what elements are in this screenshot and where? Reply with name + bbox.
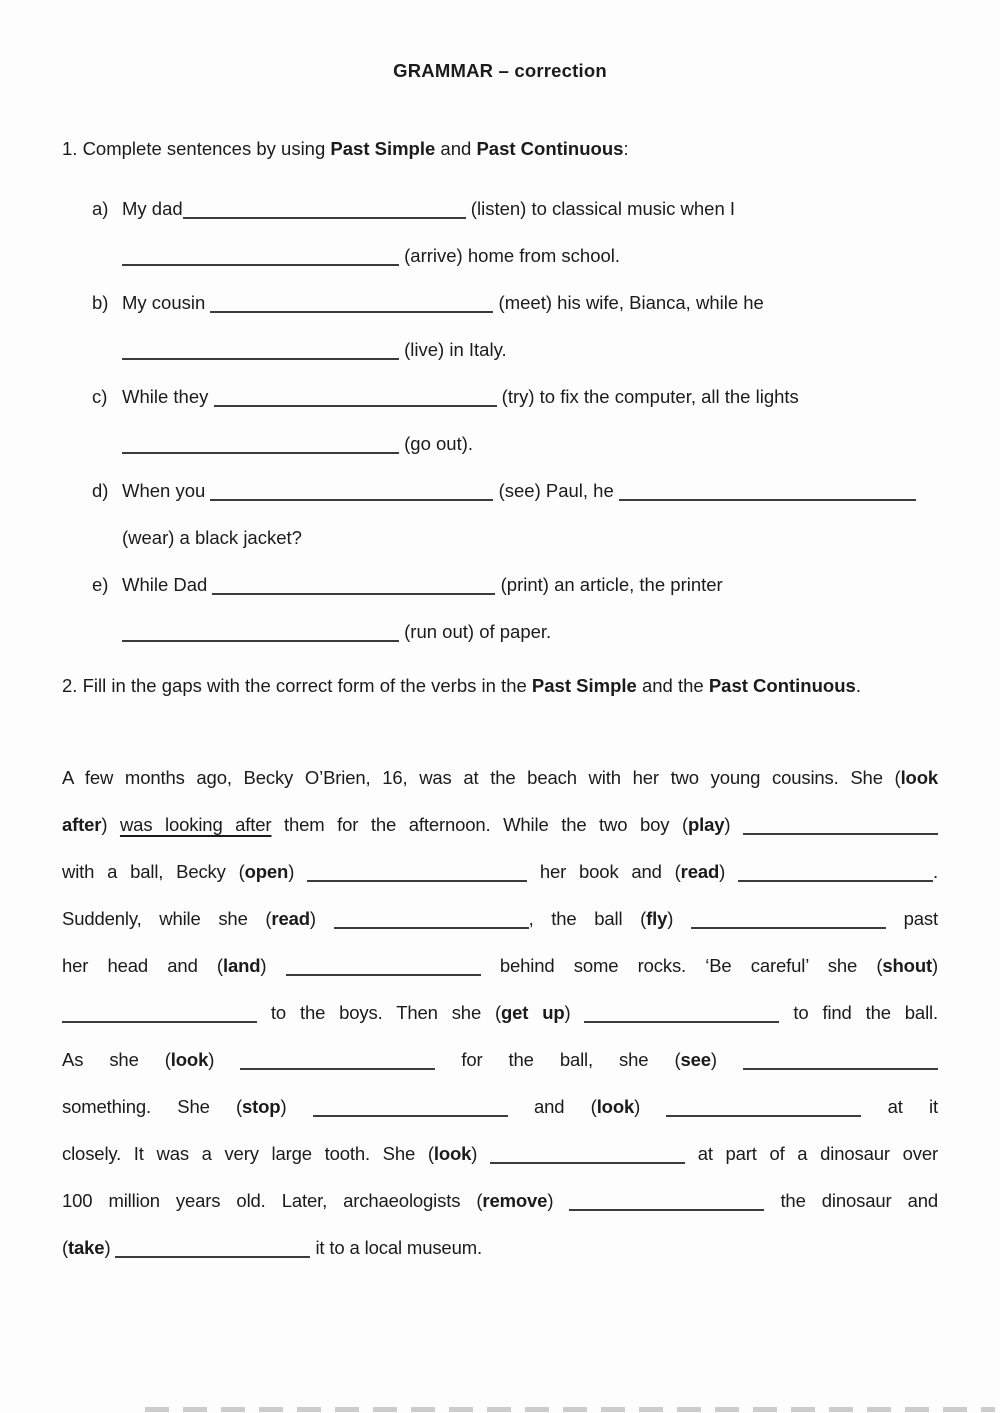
verb-cue: see <box>680 1049 711 1070</box>
paragraph-line <box>62 754 938 801</box>
verb-cue: remove <box>482 1190 548 1211</box>
verb-cue: Past Simple <box>531 675 637 696</box>
text-run: : <box>623 138 629 159</box>
sentence-line <box>122 608 938 655</box>
paragraph-line <box>62 989 938 1036</box>
example-answer: was looking after <box>119 814 272 835</box>
answer-blank[interactable] <box>334 909 529 929</box>
exercise1-item <box>62 561 938 655</box>
paragraph-line <box>62 1036 938 1083</box>
item-label: d) <box>92 480 109 501</box>
answer-blank[interactable] <box>313 1097 508 1117</box>
answer-blank[interactable] <box>286 956 481 976</box>
answer-blank[interactable] <box>666 1097 861 1117</box>
text-run: . <box>855 675 861 696</box>
text-run: ) <box>280 1096 313 1117</box>
text-run: When you <box>122 480 211 501</box>
verb-cue: land <box>222 955 261 976</box>
text-run: (live) in Italy. <box>399 339 507 360</box>
verb-cue: Past Continuous <box>476 138 624 159</box>
paragraph-line <box>62 801 938 848</box>
text-run: (see) Paul, he <box>493 480 619 501</box>
sentence-line <box>122 326 938 373</box>
worksheet-title: GRAMMAR – correction <box>393 60 607 81</box>
sentence-line <box>122 420 938 467</box>
text-run: something. She ( <box>62 1096 242 1117</box>
answer-blank[interactable] <box>240 1050 435 1070</box>
paragraph-line <box>62 848 938 895</box>
text-run: (meet) his wife, Bianca, while he <box>493 292 764 313</box>
exercise1-items <box>62 185 938 655</box>
answer-blank[interactable] <box>214 387 497 407</box>
answer-blank[interactable] <box>743 815 938 835</box>
text-run: ( <box>62 1237 69 1258</box>
paragraph-line <box>62 1224 938 1271</box>
answer-blank[interactable] <box>122 622 399 642</box>
text-run: 100 million years old. Later, archaeologists ( <box>62 1190 483 1211</box>
text-run: While they <box>122 386 214 407</box>
text-run: (wear) a black jacket? <box>122 527 302 548</box>
verb-cue: Past Continuous <box>708 675 856 696</box>
verb-cue: read <box>680 861 720 882</box>
verb-cue: open <box>244 861 289 882</box>
text-run: (arrive) home from school. <box>399 245 621 266</box>
text-run: her head and ( <box>62 955 223 976</box>
text-run: ) <box>208 1049 241 1070</box>
text-run: with a ball, Becky ( <box>62 861 245 882</box>
answer-blank[interactable] <box>122 340 399 360</box>
text-run: (listen) to classical music when I <box>465 198 736 219</box>
verb-cue: look <box>596 1096 635 1117</box>
text-run: (print) an article, the printer <box>495 574 723 595</box>
answer-blank[interactable] <box>115 1238 310 1258</box>
answer-blank[interactable] <box>738 862 933 882</box>
exercise2-paragraph <box>62 754 938 1271</box>
item-label: a) <box>92 198 109 219</box>
text-run: to find the ball. <box>779 1002 938 1023</box>
verb-cue: take <box>68 1237 105 1258</box>
sentence-line <box>122 514 938 561</box>
answer-blank[interactable] <box>584 1003 779 1023</box>
verb-cue: look <box>900 767 938 788</box>
verb-cue: read <box>271 908 310 929</box>
text-run: ) <box>564 1002 585 1023</box>
text-run: 2. Fill in the gaps with the correct form of the verbs in the <box>62 675 532 696</box>
text-run: While Dad <box>122 574 213 595</box>
text-run: and the <box>636 675 709 696</box>
text-run: at it <box>861 1096 938 1117</box>
text-run: My cousin <box>122 292 211 313</box>
text-run: them for the afternoon. While the two boy ( <box>271 814 688 835</box>
verb-cue: after <box>62 814 102 835</box>
exercise1-item <box>62 467 938 561</box>
text-run: (try) to fix the computer, all the lights <box>496 386 799 407</box>
answer-blank[interactable] <box>569 1191 764 1211</box>
exercise2-instruction <box>62 675 938 697</box>
text-run: (go out). <box>399 433 474 454</box>
text-run: behind some rocks. ‘Be careful’ she ( <box>480 955 883 976</box>
text-run: Suddenly, while she ( <box>62 908 272 929</box>
text-run: ) <box>309 908 334 929</box>
text-run: As she ( <box>62 1049 171 1070</box>
text-run: ) <box>710 1049 743 1070</box>
text-run: ) <box>719 861 738 882</box>
answer-blank[interactable] <box>212 575 495 595</box>
paragraph-line <box>62 942 938 989</box>
sentence-line <box>122 561 938 608</box>
text-run: it to a local museum. <box>310 1237 482 1258</box>
text-run: ) <box>667 908 691 929</box>
text-run: and <box>435 138 477 159</box>
text-run: ) <box>104 1237 116 1258</box>
text-run: and ( <box>507 1096 597 1117</box>
answer-blank[interactable] <box>210 293 493 313</box>
text-run: 1. Complete sentences by using <box>62 138 331 159</box>
text-run: ) <box>471 1143 490 1164</box>
answer-blank[interactable] <box>743 1050 938 1070</box>
sentence-line <box>122 373 938 420</box>
exercise1-item <box>62 373 938 467</box>
exercise1-item <box>62 279 938 373</box>
text-run: My dad <box>122 198 183 219</box>
cutoff-text-strip <box>145 1407 995 1412</box>
text-run: her book and ( <box>527 861 681 882</box>
verb-cue: get up <box>501 1002 565 1023</box>
sentence-line <box>122 467 938 514</box>
verb-cue: play <box>687 814 725 835</box>
text-run: ) <box>260 955 286 976</box>
text-run: (run out) of paper. <box>399 621 552 642</box>
verb-cue: shout <box>882 955 932 976</box>
sentence-line <box>122 185 938 232</box>
exercise1-item <box>62 185 938 279</box>
answer-blank[interactable] <box>307 862 527 882</box>
text-run: the dinosaur and <box>764 1190 938 1211</box>
verb-cue: stop <box>242 1096 281 1117</box>
verb-cue: fly <box>646 908 668 929</box>
answer-blank[interactable] <box>122 246 399 266</box>
answer-blank[interactable] <box>210 481 493 501</box>
verb-cue: look <box>433 1143 472 1164</box>
verb-cue: look <box>170 1049 209 1070</box>
text-run: A few months ago, Becky O’Brien, 16, was at the beach with her two young cousins. She ( <box>62 767 901 788</box>
sentence-line <box>122 279 938 326</box>
text-run: past <box>885 908 939 929</box>
exercise1-instruction <box>62 138 938 160</box>
paragraph-line <box>62 895 938 942</box>
answer-blank[interactable] <box>490 1144 685 1164</box>
paragraph-line <box>62 1083 938 1130</box>
item-label: c) <box>92 386 108 407</box>
text-run: to the boys. Then she ( <box>257 1002 502 1023</box>
text-run: ) <box>288 861 308 882</box>
item-label: b) <box>92 292 109 313</box>
text-run: at part of a dinosaur over <box>685 1143 938 1164</box>
paragraph-line <box>62 1130 938 1177</box>
text-run: ) <box>101 814 120 835</box>
answer-blank[interactable] <box>122 434 399 454</box>
answer-blank[interactable] <box>619 481 916 501</box>
text-run: closely. It was a very large tooth. She ( <box>62 1143 434 1164</box>
item-label: e) <box>92 574 109 595</box>
text-run: . <box>932 861 938 882</box>
verb-cue: Past Simple <box>330 138 436 159</box>
answer-blank[interactable] <box>62 1003 257 1023</box>
sentence-line <box>122 232 938 279</box>
paragraph-line <box>62 1177 938 1224</box>
answer-blank[interactable] <box>183 199 466 219</box>
text-run: , the ball ( <box>528 908 647 929</box>
answer-blank[interactable] <box>691 909 886 929</box>
text-run: ) <box>931 955 938 976</box>
text-run: ) <box>634 1096 667 1117</box>
text-run: ) <box>724 814 743 835</box>
text-run: ) <box>547 1190 570 1211</box>
text-run: for the ball, she ( <box>435 1049 681 1070</box>
